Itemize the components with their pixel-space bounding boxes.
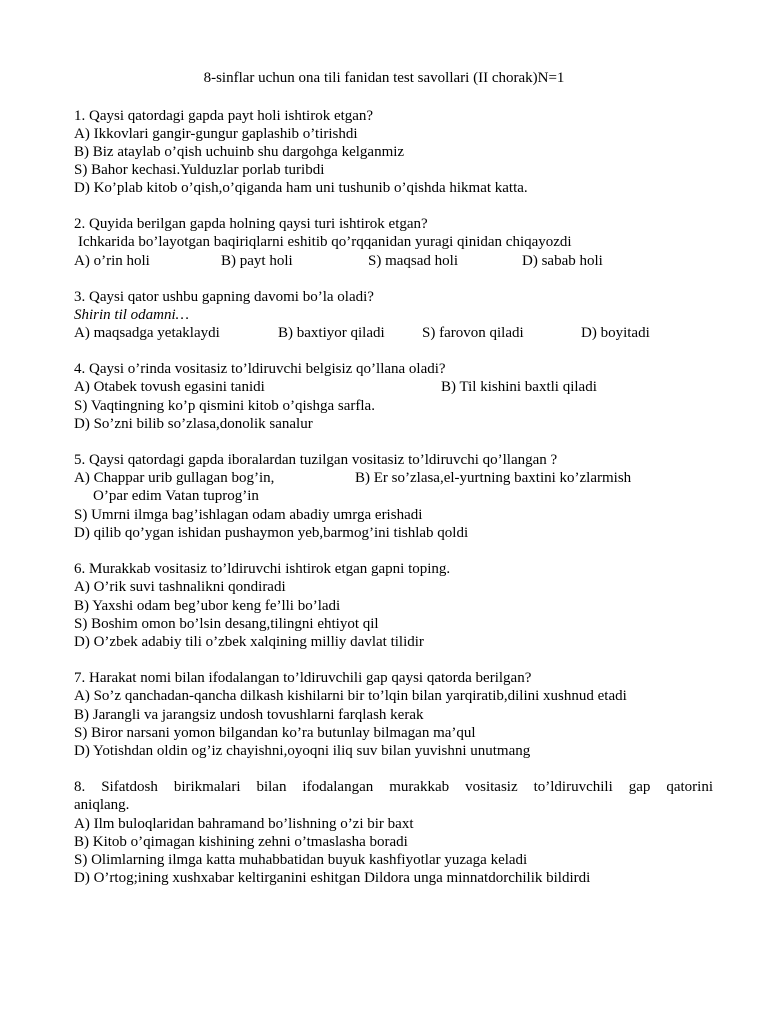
question-3: 3. Qaysi qator ushbu gapning davomi bo’la oladi? xyxy=(74,289,374,305)
q4-option-d: D) So’zni bilib so’zlasa,donolik sanalur xyxy=(74,416,313,432)
q2-option-s: S) maqsad holi xyxy=(368,253,458,269)
q7-option-d: D) Yotishdan oldin og’iz chayishni,oyoqni iliq suv bilan yuvishni unutmang xyxy=(74,743,531,759)
question-8: 8. Sifatdosh birikmalari bilan ifodalangan murakkab vositasiz to’ldiruvchili gap qatorini xyxy=(74,779,713,795)
q5-option-a-line2: O’par edim Vatan tuprog’in xyxy=(93,488,259,504)
q1-option-a: A) Ikkovlari gangir-gungur gaplashib o’tirishdi xyxy=(74,126,358,142)
q8-option-a: A) Ilm buloqlaridan bahramand bo’lishning o’zi bir baxt xyxy=(74,816,414,832)
question-4: 4. Qaysi o’rinda vositasiz to’ldiruvchi belgisiz qo’llana oladi? xyxy=(74,361,446,377)
question-7: 7. Harakat nomi bilan ifodalangan to’ldiruvchili gap qaysi qatorda berilgan? xyxy=(74,670,532,686)
q4-option-b: B) Til kishini baxtli qiladi xyxy=(441,379,597,395)
q6-option-s: S) Boshim omon bo’lsin desang,tilingni ehtiyot qil xyxy=(74,616,379,632)
q3-option-d: D) boyitadi xyxy=(581,325,650,341)
q4-option-s: S) Vaqtingning ko’p qismini kitob o’qishga sarfla. xyxy=(74,398,375,414)
q3-option-b: B) baxtiyor qiladi xyxy=(278,325,385,341)
q7-option-b: B) Jarangli va jarangsiz undosh tovushlarni farqlash kerak xyxy=(74,707,424,723)
q3-option-s: S) farovon qiladi xyxy=(422,325,524,341)
q5-option-a: A) Chappar urib gullagan bog’in, xyxy=(74,470,275,486)
q8-option-b: B) Kitob o’qimagan kishining zehni o’tmaslasha boradi xyxy=(74,834,408,850)
q5-option-s: S) Umrni ilmga bag’ishlagan odam abadiy umrga erishadi xyxy=(74,507,423,523)
question-6: 6. Murakkab vositasiz to’ldiruvchi ishtirok etgan gapni toping. xyxy=(74,561,451,577)
question-5: 5. Qaysi qatordagi gapda iboralardan tuzilgan vositasiz to’ldiruvchi qo’llangan ? xyxy=(74,452,558,468)
q2-option-b: B) payt holi xyxy=(221,253,293,269)
q3-sentence: Shirin til odamni… xyxy=(74,307,190,323)
question-1: 1. Qaysi qatordagi gapda payt holi ishtirok etgan? xyxy=(74,108,374,124)
q6-option-a: A) O’rik suvi tashnalikni qondiradi xyxy=(74,579,286,595)
question-2: 2. Quyida berilgan gapda holning qaysi turi ishtirok etgan? xyxy=(74,216,428,232)
q6-option-d: D) O’zbek adabiy tili o’zbek xalqining milliy davlat tilidir xyxy=(74,634,424,650)
q5-option-d: D) qilib qo’ygan ishidan pushaymon yeb,barmog’ini tishlab qoldi xyxy=(74,525,469,541)
q2-sentence: Ichkarida bo’layotgan baqiriqlarni eshitib qo’rqqanidan yuragi qinidan chiqayozdi xyxy=(78,234,572,250)
q8-option-s: S) Olimlarning ilmga katta muhabbatidan buyuk kashfiyotlar yuzaga keladi xyxy=(74,852,528,868)
q2-option-a: A) o’rin holi xyxy=(74,253,150,269)
q7-option-s: S) Biror narsani yomon bilgandan ko’ra butunlay bilmagan ma’qul xyxy=(74,725,476,741)
q7-option-a: A) So’z qanchadan-qancha dilkash kishilarni bir to’lqin bilan yarqiratib,dilini xushnud etadi xyxy=(74,688,627,704)
q4-option-a: A) Otabek tovush egasini tanidi xyxy=(74,379,265,395)
q5-option-b: B) Er so’zlasa,el-yurtning baxtini ko’zlarmish xyxy=(355,470,632,486)
q6-option-b: B) Yaxshi odam beg’ubor keng fe’lli bo’ladi xyxy=(74,598,341,614)
q2-option-d: D) sabab holi xyxy=(522,253,603,269)
q8-option-d: D) O’rtog;ining xushxabar keltirganini eshitgan Dildora unga minnatdorchilik bildirdi xyxy=(74,870,591,886)
q1-option-b: B) Biz ataylab o’qish uchuinb shu dargohga kelganmiz xyxy=(74,144,405,160)
page-title: 8-sinflar uchun ona tili fanidan test savollari (II chorak)N=1 xyxy=(203,70,565,86)
question-8-cont: aniqlang. xyxy=(74,797,130,813)
q3-option-a: A) maqsadga yetaklaydi xyxy=(74,325,220,341)
q1-option-s: S) Bahor kechasi.Yulduzlar porlab turibdi xyxy=(74,162,325,178)
q1-option-d: D) Ko’plab kitob o’qish,o’qiganda ham uni tushunib o’qishda hikmat katta. xyxy=(74,180,528,196)
